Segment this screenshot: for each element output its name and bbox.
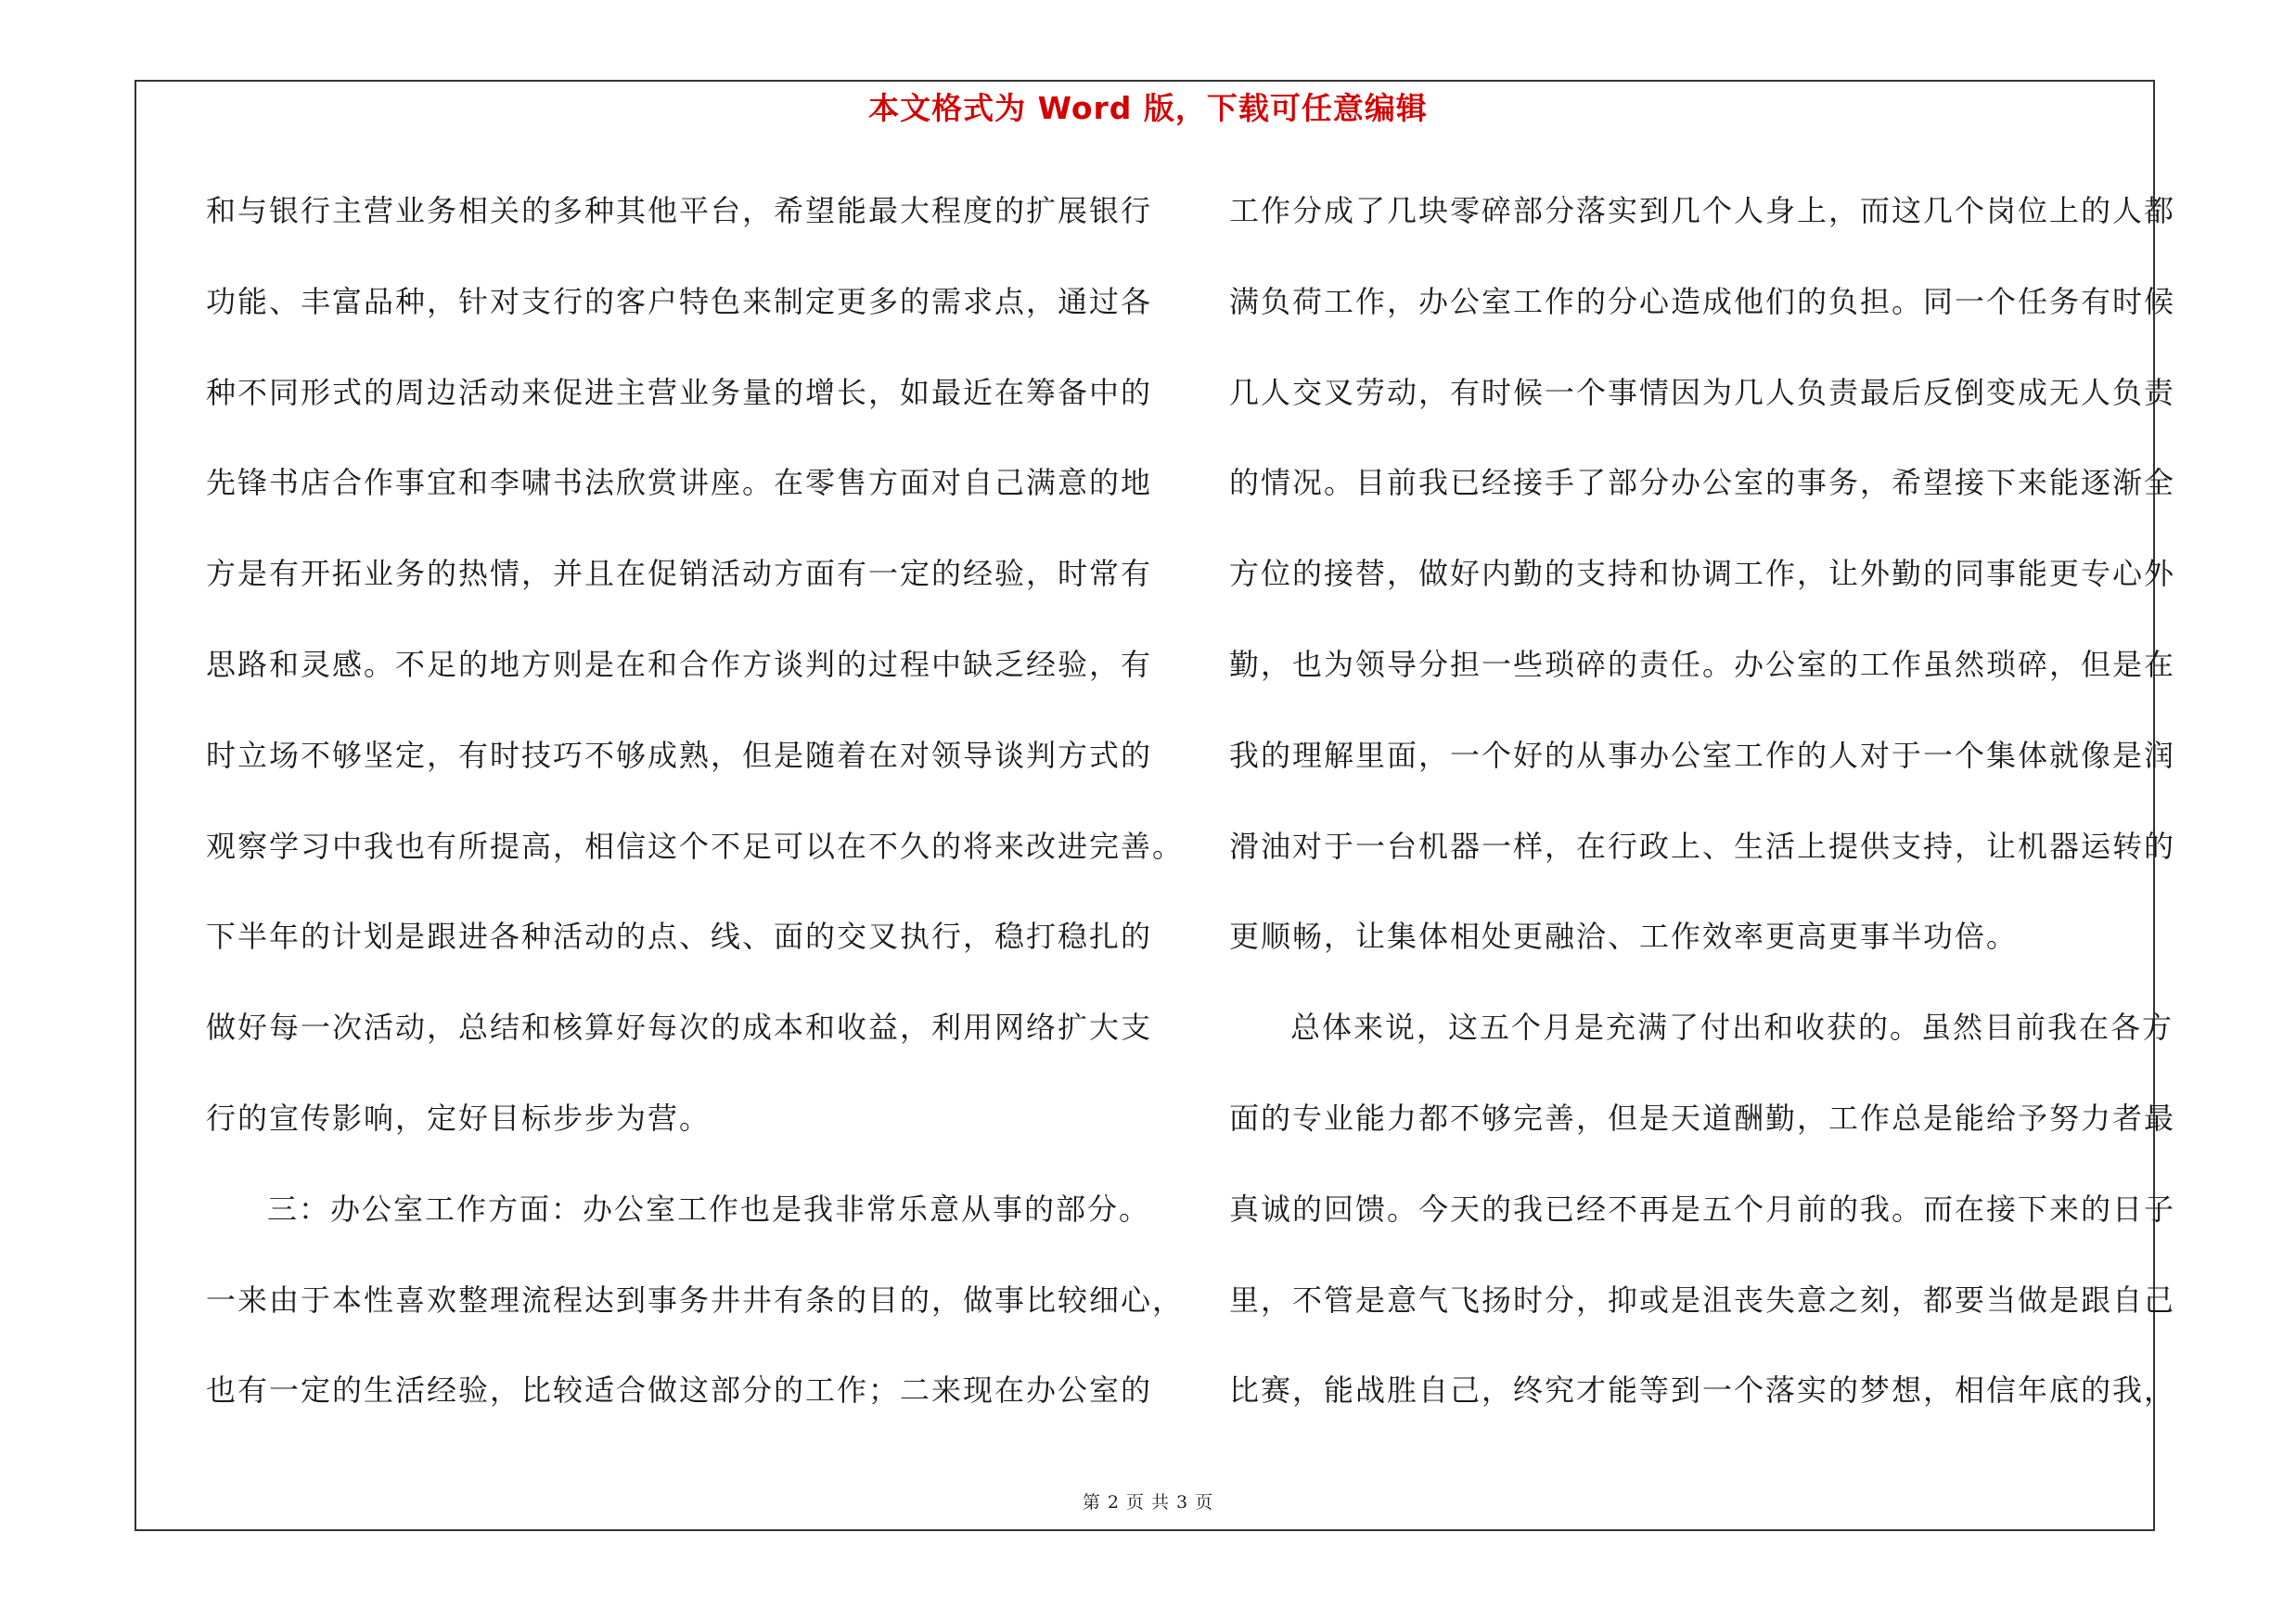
text-line: 先锋书店合作事宜和李啸书法欣赏讲座。在零售方面对自己满意的地: [206, 465, 1153, 501]
right-text-column: [1229, 181, 2176, 1451]
text-line: 比赛，能战胜自己，终究才能等到一个落实的梦想，相信年底的我，: [1229, 1372, 2176, 1409]
text-line: 滑油对于一台机器一样，在行政上、生活上提供支持，让机器运转的: [1229, 828, 2176, 864]
left-text-column: [206, 181, 1185, 1451]
page-indicator: 第 2 页 共 3 页: [1082, 1492, 1214, 1513]
text-line: 和与银行主营业务相关的多种其他平台，希望能最大程度的扩展银行: [206, 193, 1153, 228]
text-line: 时立场不够坚定，有时技巧不够成熟，但是随着在对领导谈判方式的: [206, 737, 1153, 773]
text-line: 做好每一次活动，总结和核算好每次的成本和收益，利用网络扩大支: [206, 1010, 1153, 1046]
text-line: 工作分成了几块零碎部分落实到几个人身上，而这几个岗位上的人都: [1229, 193, 2176, 228]
text-line: 更顺畅，让集体相处更融洽、工作效率更高更事半功倍。: [1229, 919, 2019, 955]
text-line: 一来由于本性喜欢整理流程达到事务井井有条的目的，做事比较细心，: [206, 1282, 1185, 1318]
text-line: 思路和灵感。不足的地方则是在和合作方谈判的过程中缺乏经验，有: [206, 646, 1153, 682]
text-line: 满负荷工作，办公室工作的分心造成他们的负担。同一个任务有时候: [1229, 283, 2176, 319]
text-line: 方位的接替，做好内勤的支持和协调工作，让外勤的同事能更专心外: [1229, 556, 2176, 592]
paragraph-start-line: 总体来说，这五个月是充满了付出和收获的。虽然目前我在各方: [1290, 1010, 2174, 1046]
text-line: 也有一定的生活经验，比较适合做这部分的工作；二来现在办公室的: [206, 1372, 1153, 1409]
text-line: 勤，也为领导分担一些琐碎的责任。办公室的工作虽然琐碎，但是在: [1229, 646, 2176, 682]
text-line: 真诚的回馈。今天的我已经不再是五个月前的我。而在接下来的日子: [1229, 1191, 2176, 1227]
text-line: 功能、丰富品种，针对支行的客户特色来制定更多的需求点，通过各: [206, 283, 1153, 319]
text-line: 里，不管是意气飞扬时分，抑或是沮丧失意之刻，都要当做是跟自己: [1229, 1282, 2176, 1318]
text-line: 我的理解里面，一个好的从事办公室工作的人对于一个集体就像是润: [1229, 737, 2176, 773]
text-line: 面的专业能力都不够完善，但是天道酬勤，工作总是能给予努力者最: [1229, 1100, 2176, 1136]
text-line: 下半年的计划是跟进各种活动的点、线、面的交叉执行，稳打稳扎的: [206, 919, 1153, 955]
text-line: 种不同形式的周边活动来促进主营业务量的增长，如最近在筹备中的: [206, 374, 1153, 410]
text-line: 观察学习中我也有所提高，相信这个不足可以在不久的将来改进完善。: [206, 828, 1185, 864]
text-line: 的情况。目前我已经接手了部分办公室的事务，希望接下来能逐渐全: [1229, 465, 2176, 501]
text-line: 方是有开拓业务的热情，并且在促销活动方面有一定的经验，时常有: [206, 556, 1153, 592]
format-notice-banner: 本文格式为 Word 版，下载可任意编辑: [868, 90, 1428, 126]
text-line: 几人交叉劳动，有时候一个事情因为几人负责最后反倒变成无人负责: [1229, 374, 2176, 410]
section-heading-line: 三：办公室工作方面：办公室工作也是我非常乐意从事的部分。: [267, 1191, 1151, 1227]
text-line: 行的宣传影响，定好目标步步为营。: [206, 1100, 712, 1136]
